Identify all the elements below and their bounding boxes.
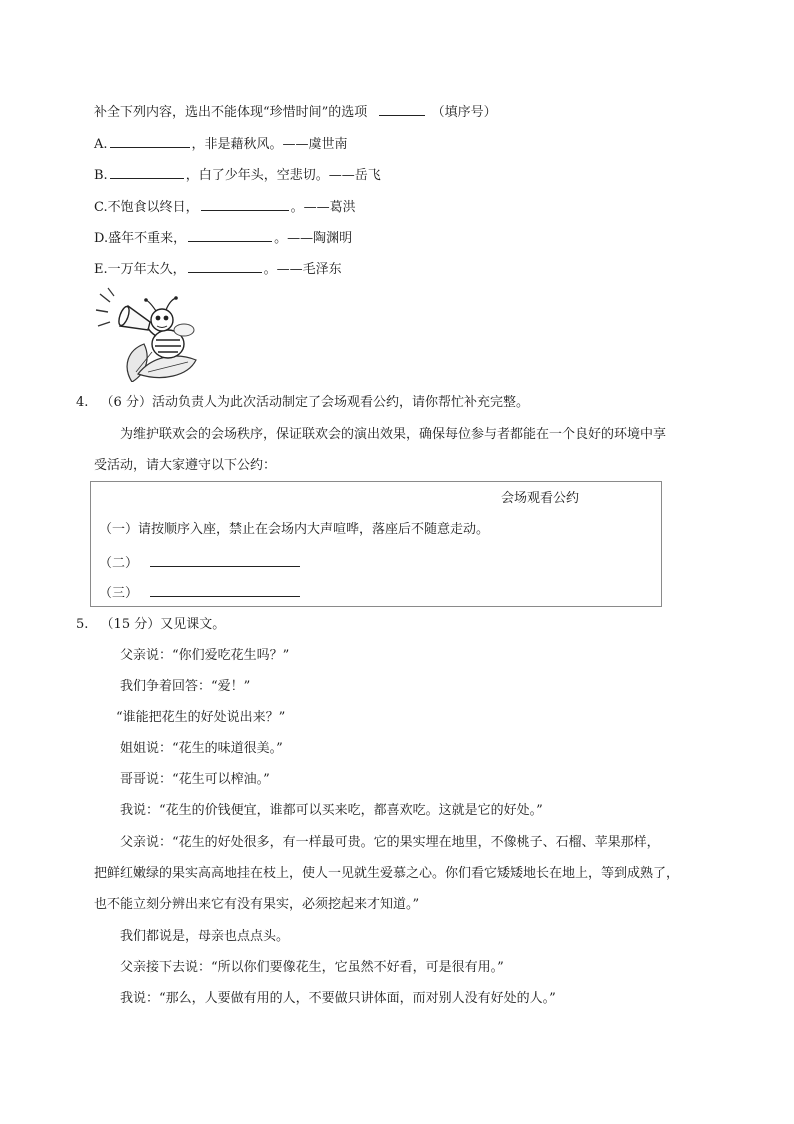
passage-paragraph: 姐姐说：“花生的味道很美。” xyxy=(120,741,283,756)
q3-option-a-blank[interactable] xyxy=(110,133,190,148)
passage-paragraph: 父亲说：“你们爱吃花生吗？” xyxy=(120,648,290,663)
q5-number: 5. xyxy=(76,617,89,632)
passage-paragraph: 哥哥说：“花生可以榨油。” xyxy=(120,772,270,787)
passage-paragraph: 父亲说：“花生的好处很多，有一样最可贵。它的果实埋在地里，不像桃子、石榴、苹果那样， xyxy=(120,835,660,850)
q3-option-e-source: 。——毛泽东 xyxy=(263,262,342,277)
q3-answer-blank[interactable] xyxy=(379,101,425,116)
q3-option-a-text: ，非是藉秋风。——虞世南 xyxy=(191,137,348,152)
passage-paragraph: 我说：“那么，人要做有用的人，不要做只讲体面，而对别人没有好处的人。” xyxy=(120,991,556,1006)
notice-item-2 xyxy=(99,552,302,573)
passage-paragraph: 把鲜红嫩绿的果实高高地挂在枝上，使人一见就生爱慕之心。你们看它矮矮地长在地上，等到成熟了， xyxy=(94,866,680,881)
q3-option-a-label: A. xyxy=(94,137,108,152)
q3-option-e xyxy=(94,258,342,279)
q3-option-b-blank[interactable] xyxy=(110,164,184,179)
q3-option-c-text: C.不饱食以终日， xyxy=(94,200,199,215)
passage-paragraph: 也不能立刻分辨出来它有没有果实，必须挖起来才知道。” xyxy=(94,897,420,912)
q3-option-d xyxy=(94,227,352,248)
passage-paragraph: 我说：“花生的价钱便宜，谁都可以买来吃，都喜欢吃。这就是它的好处。” xyxy=(120,803,543,818)
bee-megaphone-icon xyxy=(92,286,212,382)
q3-option-c xyxy=(94,196,356,217)
q3-option-c-blank[interactable] xyxy=(201,196,289,211)
notice-item-2-blank[interactable] xyxy=(150,552,300,567)
notice-item-2-label: （二） xyxy=(99,556,139,571)
q3-option-b-text: ，白了少年头，空悲切。——岳飞 xyxy=(185,168,381,183)
notice-title: 会场观看公约 xyxy=(501,491,580,506)
passage-paragraph: 我们争着回答：“爱！” xyxy=(120,679,251,694)
q3-option-d-blank[interactable] xyxy=(188,227,272,242)
q4-header-text: （6 分）活动负责人为此次活动制定了会场观看公约，请你帮忙补充完整。 xyxy=(100,395,529,410)
notice-item-1: （一）请按顺序入座，禁止在会场内大声喧哗，落座后不随意走动。 xyxy=(99,522,490,537)
q3-option-b xyxy=(94,164,381,185)
notice-item-3-label: （三） xyxy=(99,586,139,601)
q3-option-e-text: E.一万年太久， xyxy=(94,262,186,277)
q3-option-e-blank[interactable] xyxy=(188,258,262,273)
q3-instruction-text: 补全下列内容，选出不能体现“珍惜时间”的选项 xyxy=(94,105,368,120)
q3-instruction-suffix: （填序号） xyxy=(431,105,497,120)
passage-paragraph: 我们都说是，母亲也点点头。 xyxy=(120,929,290,944)
q4-number: 4. xyxy=(76,395,89,410)
passage-paragraph: “谁能把花生的好处说出来？” xyxy=(116,710,286,725)
q3-option-d-text: D.盛年不重来， xyxy=(94,231,187,246)
q3-option-d-source: 。——陶渊明 xyxy=(274,231,353,246)
q3-instruction xyxy=(94,101,497,122)
q4-intro-line-1: 为维护联欢会的会场秩序，保证联欢会的演出效果，确保每位参与者都能在一个良好的环境中享 xyxy=(120,427,667,442)
notice-item-3 xyxy=(99,582,302,603)
q4-header xyxy=(76,394,529,412)
passage-paragraph: 父亲接下去说：“所以你们要像花生，它虽然不好看，可是很有用。” xyxy=(120,960,504,975)
q5-header xyxy=(76,616,225,634)
q3-option-a xyxy=(94,133,348,154)
notice-box xyxy=(90,481,662,607)
q5-header-text: （15 分）又见课文。 xyxy=(100,617,226,632)
q3-option-c-source: 。——葛洪 xyxy=(290,200,356,215)
notice-item-3-blank[interactable] xyxy=(150,582,300,597)
q3-option-b-label: B. xyxy=(94,168,108,183)
q4-intro-line-2: 受活动，请大家遵守以下公约： xyxy=(94,458,277,473)
